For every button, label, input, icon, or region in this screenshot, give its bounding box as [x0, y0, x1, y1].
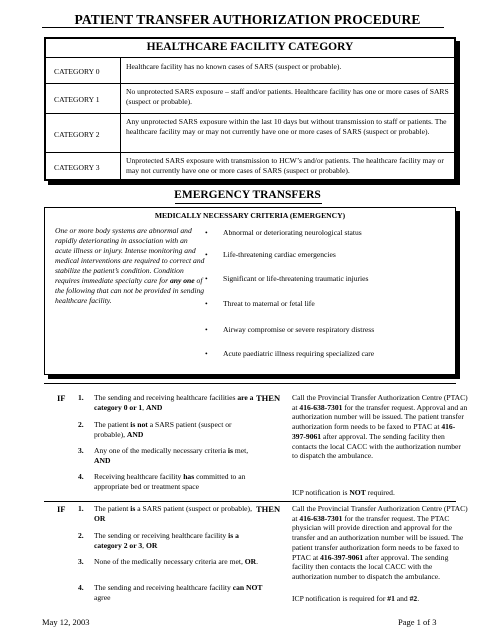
footer-page-number: Page 1 of 3 — [398, 617, 437, 627]
bullet-icon: • — [205, 250, 208, 259]
icp-note: ICP notification is required for #1 and #2. — [292, 594, 420, 603]
bullet-icon: • — [205, 349, 208, 358]
category-label: CATEGORY 0 — [54, 67, 100, 76]
footer-date: May 12, 2003 — [42, 617, 90, 627]
then-text: Call the Provincial Transfer Authorization Centre (PTAC) at 416-638-7301 for the transfer request. Approval and an authorization number will be issued. The patient transfer authorization form needs to be faxed to PTAC at 416-397-9061 after approval. The sending facility then contacts the local CACC with the authorization number to dispatch the ambulance. — [292, 393, 468, 461]
divider — [46, 57, 454, 58]
then-label: THEN — [256, 393, 281, 403]
divider — [120, 57, 121, 181]
emergency-heading: EMERGENCY TRANSFERS — [174, 189, 321, 201]
bullet-icon: • — [205, 299, 208, 308]
page-title: PATIENT TRANSFER AUTHORIZATION PROCEDURE — [74, 12, 421, 27]
condition-text: Receiving healthcare facility has committed to an appropriate bed or treatment space — [94, 472, 246, 491]
condition-text: The sending and receiving healthcare facilities are a category 0 or 1, AND — [94, 393, 254, 412]
condition-number: 3. — [78, 446, 84, 455]
condition-text: None of the medically necessary criteria are met, OR. — [94, 557, 259, 566]
heading-underline — [175, 203, 322, 204]
criteria-panel: MEDICALLY NECESSARY CRITERIA (EMERGENCY) One or more body systems are abnormal and rapidly deteriorating in association with an acute illness or injury. Intense monitoring and medical interventions are required to correct and stabilize the patient’s condition. Condition requires immediate specialty care for any one of the following that can not be provided in sending healthcare facility. • Abnormal or deteriorating neurological status • Life-threatening cardiac emergencies • Significant or life-threatening traumatic injuries • Threat to maternal or fetal life • Airway compromise or severe respiratory distress • Acute paediatric illness requiring specialized care — [44, 207, 456, 375]
bullet-icon: • — [205, 325, 208, 334]
section-divider — [44, 501, 456, 502]
section-divider — [44, 383, 456, 384]
category-label: CATEGORY 3 — [54, 163, 100, 172]
category-table — [44, 37, 456, 181]
title-underline — [42, 27, 444, 28]
category-description: Healthcare facility has no known cases of SARS (suspect or probable). — [126, 62, 342, 71]
category-label: CATEGORY 2 — [54, 130, 100, 139]
divider — [46, 152, 454, 153]
condition-number: 1. — [78, 393, 84, 402]
condition-text: The sending or receiving healthcare facility is a category 2 or 3, OR — [94, 531, 239, 550]
condition-number: 3. — [78, 557, 84, 566]
criteria-heading: MEDICALLY NECESSARY CRITERIA (EMERGENCY) — [154, 211, 346, 220]
category-description: Unprotected SARS exposure with transmission to HCW’s and/or patients. The healthcare facility may or may not currently have one or more cases of SARS (suspect or probable). — [126, 156, 444, 175]
condition-number: 2. — [78, 420, 84, 429]
criteria-box — [44, 207, 456, 379]
category-label: CATEGORY 1 — [54, 95, 100, 104]
condition-text: Any one of the medically necessary criteria is met, AND — [94, 446, 249, 465]
if-label: IF — [57, 393, 66, 403]
condition-number: 4. — [78, 583, 84, 592]
bullet-icon: • — [205, 228, 208, 237]
category-description: Any unprotected SARS exposure within the last 10 days but without transmission to staff or patients. The healthcare facility may or may not currently have one or more cases of SARS (suspect or probable). — [126, 117, 447, 136]
then-text: Call the Provincial Transfer Authorization Centre (PTAC) at 416-638-7301 for the transfer request. The PTAC physician will provide direction and approval for the transfer and an authorization number will be issued. The patient transfer authorization form needs to be faxed to PTAC at 416-397-9061 after approval. The sending facility then contacts the local CACC with the authorization number to dispatch the ambulance. — [292, 504, 468, 581]
category-heading: HEALTHCARE FACILITY CATEGORY — [146, 41, 354, 53]
then-label: THEN — [256, 504, 281, 514]
condition-text: The patient is not a SARS patient (suspect or probable), AND — [94, 420, 232, 439]
condition-text: The sending and receiving healthcare facility can NOT agree — [94, 583, 263, 602]
condition-number: 1. — [78, 504, 84, 513]
facility-category-box — [44, 37, 456, 181]
condition-text: The patient is a SARS patient (suspect or probable), OR — [94, 504, 252, 523]
if-label: IF — [57, 504, 66, 514]
category-description: No unprotected SARS exposure – staff and/or patients. Healthcare facility has one or more cases of SARS (suspect or probable). — [126, 87, 449, 106]
divider — [46, 83, 454, 84]
condition-number: 4. — [78, 472, 84, 481]
criteria-intro: One or more body systems are abnormal and rapidly deteriorating in association with an acute illness or injury. Intense monitoring and medical interventions are required to correct and stabilize the patient’s condition. Condition requires immediate specialty care for any one of the following that can not be provided in sending healthcare facility. — [55, 226, 205, 305]
divider — [46, 113, 454, 114]
bullet-icon: • — [205, 274, 208, 283]
condition-number: 2. — [78, 531, 84, 540]
icp-note: ICP notification is NOT required. — [292, 488, 395, 497]
